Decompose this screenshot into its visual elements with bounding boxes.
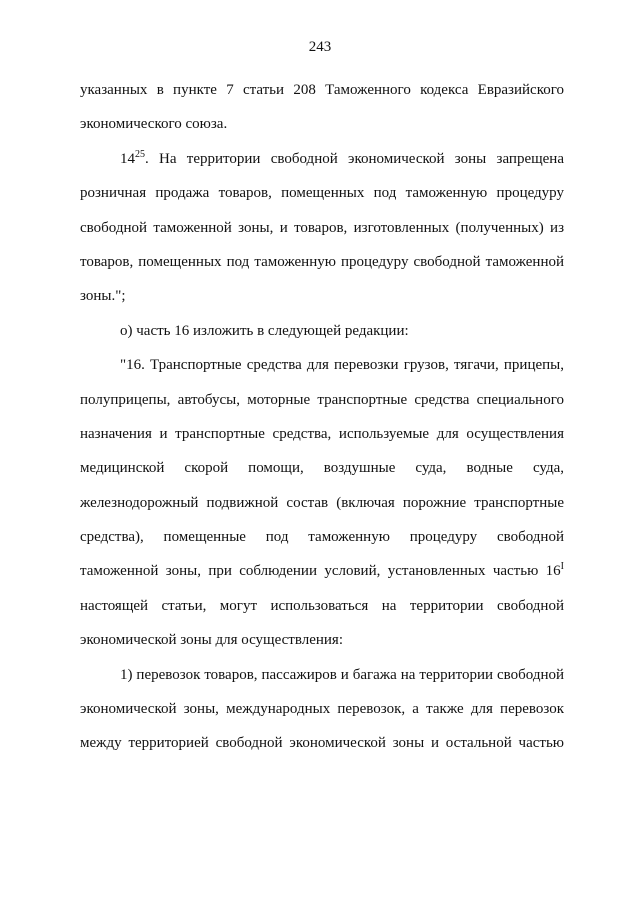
paragraph-superscript: 25 bbox=[135, 148, 145, 160]
item-1-first-line: 1) перевозок товаров, пассажиров и багажа на территории свободной bbox=[120, 666, 564, 683]
text-line: медицинской скорой помощи, воздушные суда, водные суда, bbox=[80, 460, 564, 477]
text-line: настоящей статьи, могут использоваться на территории свободной bbox=[80, 597, 564, 614]
page-number: 243 bbox=[308, 39, 332, 55]
text-line: экономической зоны, международных перевозок, а также для перевозок bbox=[80, 701, 564, 718]
part-16-first-line: "16. Транспортные средства для перевозки грузов, тягачи, прицепы, bbox=[120, 357, 564, 374]
text-line-with-superscript bbox=[80, 554, 564, 588]
document-body bbox=[80, 73, 564, 761]
text-line: экономической зоны для осуществления: bbox=[80, 632, 343, 649]
text-line: свободной таможенной зоны, и товаров, изготовленных (полученных) из bbox=[80, 219, 564, 236]
text-run: таможенной зоны, при соблюдении условий, установленных частью 16 bbox=[80, 563, 561, 580]
text-line: зоны."; bbox=[80, 288, 126, 305]
text-line: средства), помещенные под таможенную процедуру свободной bbox=[80, 529, 564, 546]
text-line: экономического союза. bbox=[80, 116, 228, 133]
text-line: розничная продажа товаров, помещенных под таможенную процедуру bbox=[80, 185, 564, 202]
text-line: железнодорожный подвижной состав (включая порожние транспортные bbox=[80, 494, 564, 511]
paragraph-14-25-first-line bbox=[80, 142, 564, 176]
part-superscript: I bbox=[560, 561, 564, 573]
text-line: между территорией свободной экономической зоны и остальной частью bbox=[80, 735, 564, 752]
item-o-line: о) часть 16 изложить в следующей редакции: bbox=[120, 322, 409, 339]
text-line: указанных в пункте 7 статьи 208 Таможенного кодекса Евразийского bbox=[80, 82, 564, 98]
text-line: товаров, помещенных под таможенную процедуру свободной таможенной bbox=[80, 253, 564, 270]
paragraph-number: 14 bbox=[120, 150, 135, 167]
text-line: полуприцепы, автобусы, моторные транспортные средства специального bbox=[80, 391, 564, 408]
text-line: назначения и транспортные средства, используемые для осуществления bbox=[80, 425, 564, 442]
text-run: . На территории свободной экономической зоны запрещена bbox=[145, 150, 564, 167]
